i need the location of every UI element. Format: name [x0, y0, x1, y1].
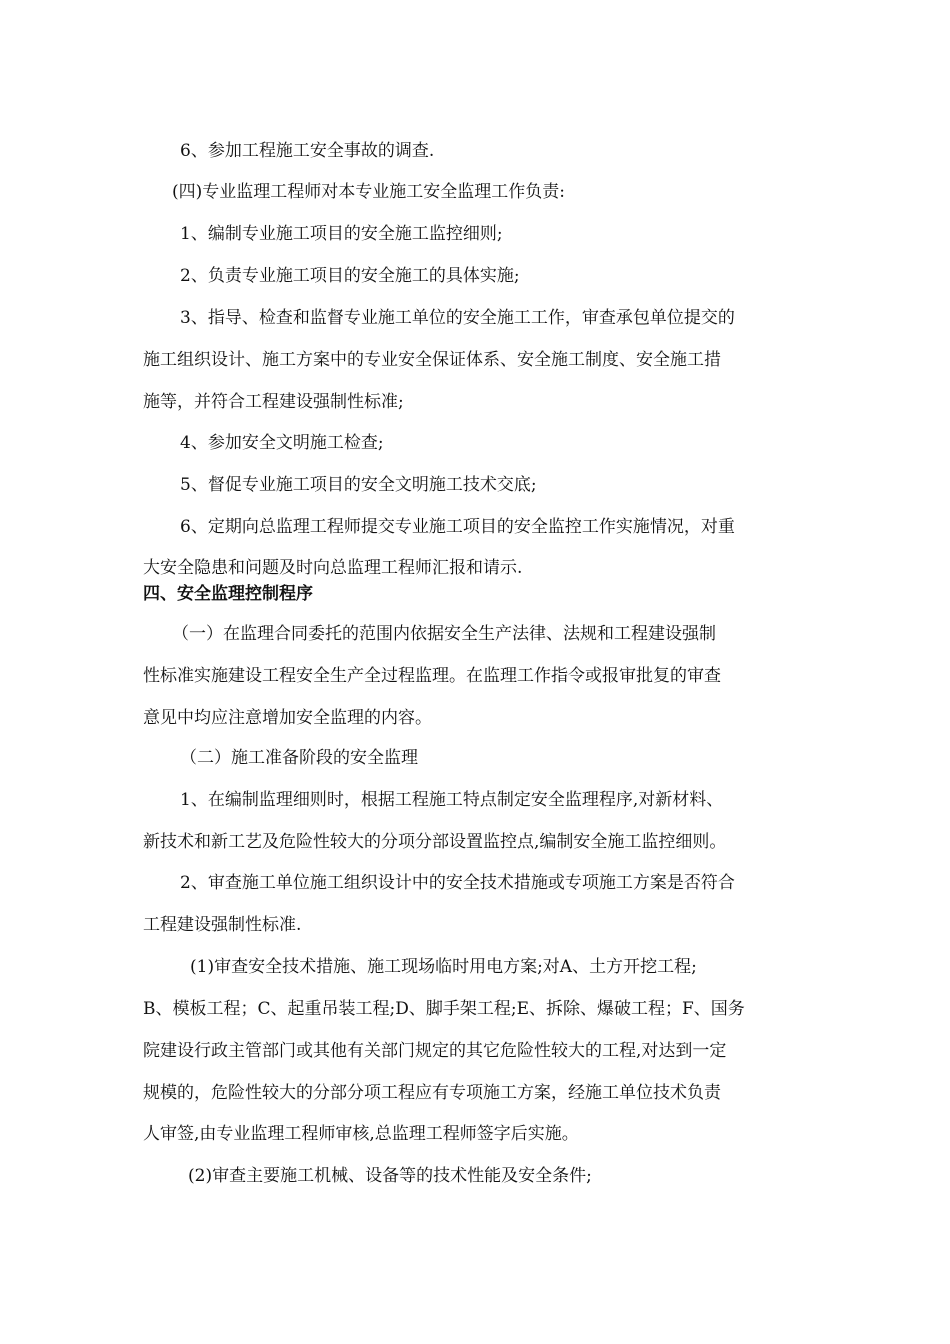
text-line: 1、在编制监理细则时，根据工程施工特点制定安全监理程序,对新材料、	[180, 790, 724, 810]
text-line: 施工组织设计、施工方案中的专业安全保证体系、安全施工制度、安全施工措	[143, 350, 721, 370]
text-line: B、模板工程；C、起重吊装工程;D、脚手架工程;E、拆除、爆破工程；F、国务	[143, 999, 745, 1019]
text-line: 意见中均应注意增加安全监理的内容。	[143, 708, 432, 728]
text-line: （一）在监理合同委托的范围内依据安全生产法律、法规和工程建设强制	[172, 624, 716, 644]
text-line: 6、定期向总监理工程师提交专业施工项目的安全监控工作实施情况，对重	[180, 517, 735, 537]
text-line: 新技术和新工艺及危险性较大的分项分部设置监控点,编制安全施工监控细则。	[143, 832, 727, 852]
text-line: (四)专业监理工程师对本专业施工安全监理工作负责:	[172, 182, 565, 202]
text-line: 3、指导、检查和监督专业施工单位的安全施工工作，审查承包单位提交的	[180, 308, 735, 328]
text-line: 规模的，危险性较大的分部分项工程应有专项施工方案，经施工单位技术负责	[143, 1083, 721, 1103]
text-line: 性标准实施建设工程安全生产全过程监理。在监理工作指令或报审批复的审查	[143, 666, 721, 686]
text-line: 4、参加安全文明施工检查;	[180, 433, 384, 453]
text-line: 2、负责专业施工项目的安全施工的具体实施;	[180, 266, 520, 286]
text-line: 6、参加工程施工安全事故的调查.	[180, 141, 435, 161]
text-line: 院建设行政主管部门或其他有关部门规定的其它危险性较大的工程,对达到一定	[143, 1041, 727, 1061]
text-line: 2、审查施工单位施工组织设计中的安全技术措施或专项施工方案是否符合	[180, 873, 735, 893]
subsection-heading: （二）施工准备阶段的安全监理	[180, 748, 418, 768]
text-line: (1)审查安全技术措施、施工现场临时用电方案;对A、土方开挖工程;	[190, 957, 697, 977]
text-line: (2)审查主要施工机械、设备等的技术性能及安全条件;	[188, 1166, 592, 1186]
section-heading: 四、安全监理控制程序	[143, 584, 313, 604]
text-line: 工程建设强制性标准.	[143, 915, 302, 935]
text-line: 施等，并符合工程建设强制性标准;	[143, 392, 404, 412]
text-line: 人审签,由专业监理工程师审核,总监理工程师签字后实施。	[143, 1124, 579, 1144]
text-line: 5、督促专业施工项目的安全文明施工技术交底;	[180, 475, 537, 495]
text-line: 大安全隐患和问题及时向总监理工程师汇报和请示.	[143, 558, 523, 578]
text-line: 1、编制专业施工项目的安全施工监控细则;	[180, 224, 503, 244]
